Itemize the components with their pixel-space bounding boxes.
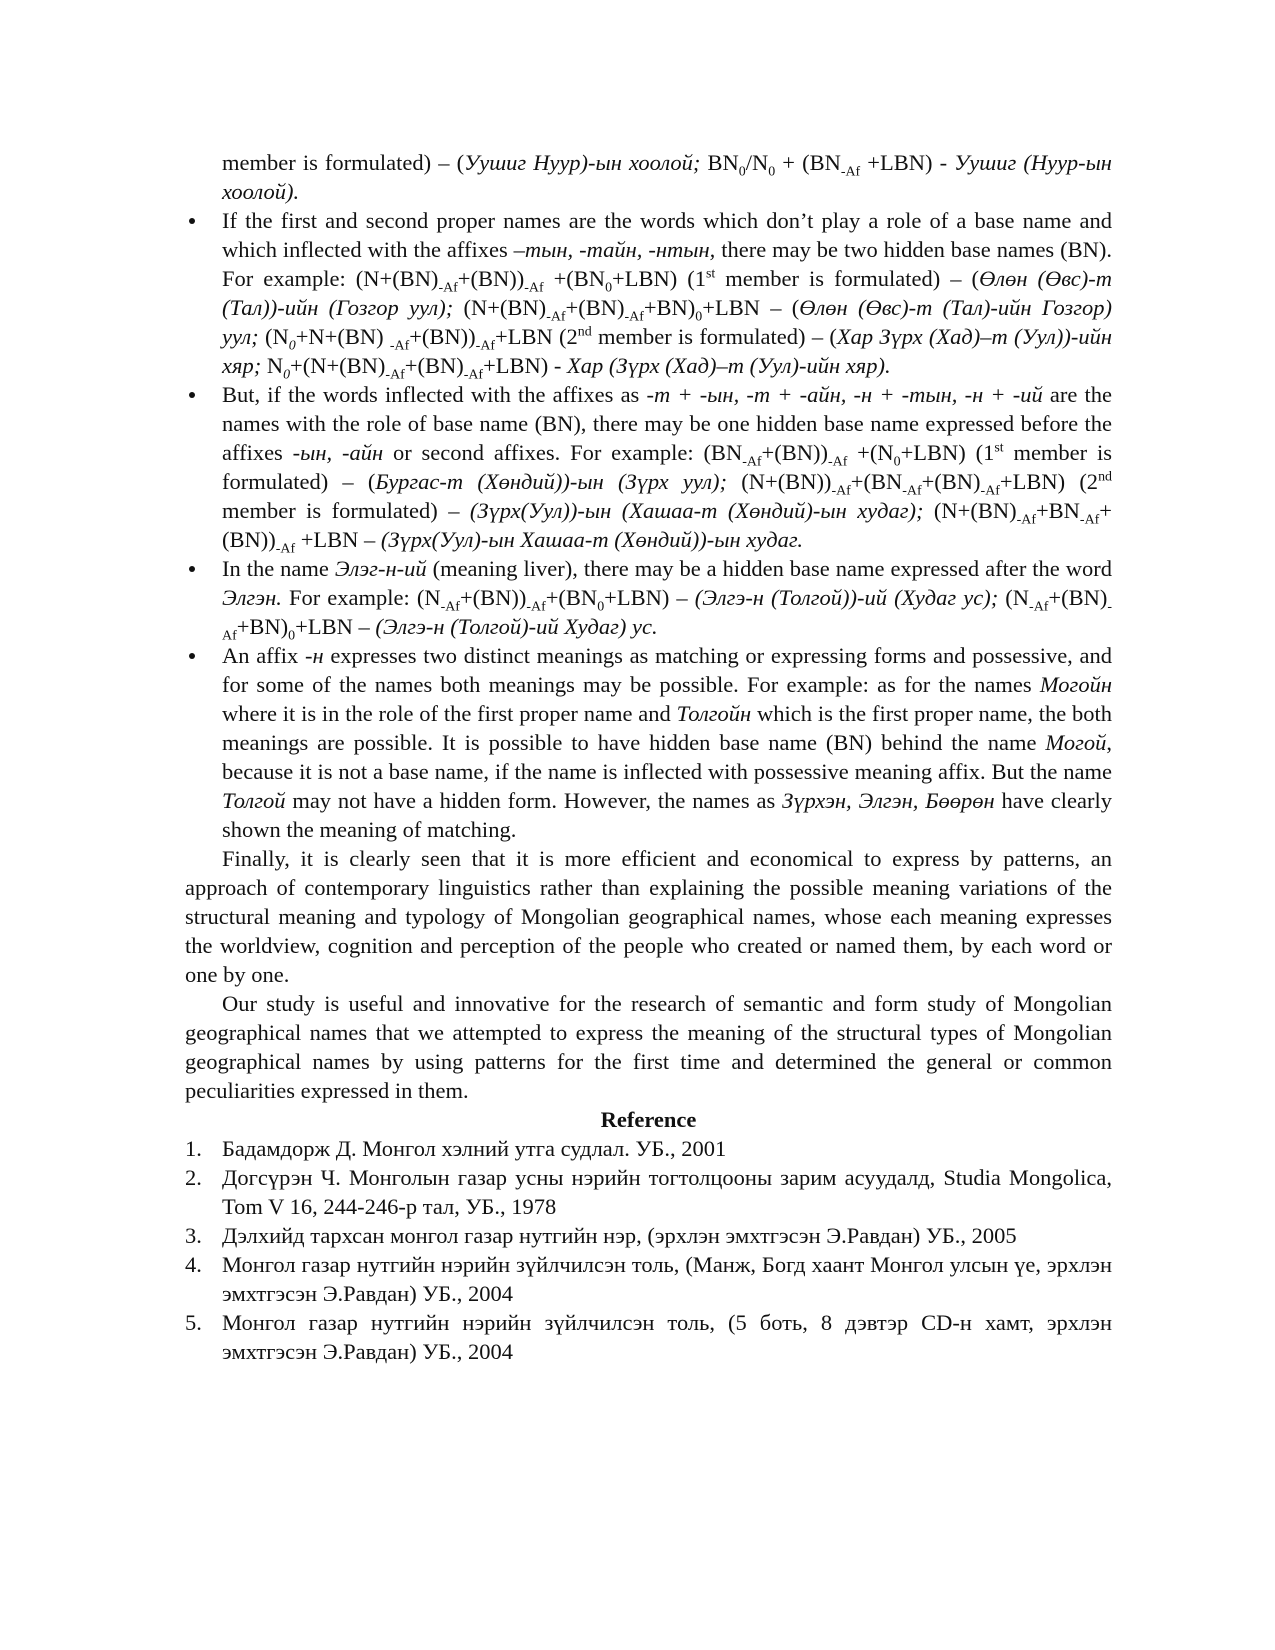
list-item — [185, 641, 1112, 844]
paragraph: Finally, it is clearly seen that it is more efficient and economical to express by patterns, an approach of contemporary linguistics rather than explaining the possible meaning variations of the structural meaning and typology of Mongolian geographical names, whose each meaning expresses the worldview, cognition and perception of the people who created or named them, by each word or one by one. — [185, 846, 1112, 987]
bullet-list — [185, 148, 1112, 844]
reference-text: Монгол газар нутгийн нэрийн зүйлчилсэн толь, (Манж, Богд хаант Монгол улсын үе, эрхлэн эмхтгэсэн Э.Равдан) УБ., 2004 — [222, 1252, 1112, 1306]
reference-item — [185, 1163, 1112, 1221]
reference-text: Догсүрэн Ч. Монголын газар усны нэрийн тогтолцооны зарим асуудалд, Studia Mongolica, Tom V 16, 244-246-р тал, УБ., 1978 — [222, 1165, 1112, 1219]
bullet-icon — [189, 566, 195, 572]
paragraph: Our study is useful and innovative for the research of semantic and form study of Mongolian geographical names that we attempted to express the meaning of the structural types of Mongolian geographical names by using patterns for the first time and determined the general or common peculiarities expressed in them. — [185, 991, 1112, 1103]
bullet-icon — [189, 392, 195, 398]
bullet-icon — [189, 653, 195, 659]
reference-item — [185, 1250, 1112, 1308]
reference-number: 1. — [185, 1136, 202, 1161]
reference-item — [185, 1308, 1112, 1366]
reference-number: 4. — [185, 1252, 202, 1277]
reference-item — [185, 1134, 1112, 1163]
list-item — [185, 380, 1112, 557]
reference-list — [185, 1134, 1112, 1366]
bullet-text: member is formulated) – (Уушиг Нуур)-ын хоолой; $BN_0/N_0 + (BN_{-Af} +LBN)$ - Уушиг (Нуур-ын хоолой). — [222, 150, 1112, 204]
bullet-text: An affix -н expresses two distinct meanings as matching or expressing forms and possessive, and for some of the names both meanings may be possible. For example: as for the names Могойн where it is in the role of the first proper name and Толгойн which is the first proper name, the both meanings are possible. It is possible to have hidden base name (BN) behind the name Могой, because it is not a base name, if the name is inflected with possessive meaning affix. But the name Толгой may not have a hidden form. However, the names as Зүрхэн, Элгэн, Бөөрөн have clearly shown the meaning of matching. — [222, 643, 1112, 842]
list-item — [185, 206, 1112, 383]
reference-text: Монгол газар нутгийн нэрийн зүйлчилсэн толь, (5 боть, 8 дэвтэр CD-н хамт, эрхлэн эмхтгэсэн Э.Равдан) УБ., 2004 — [222, 1310, 1112, 1364]
document-page — [185, 148, 1112, 1366]
reference-heading: Reference — [600, 1107, 697, 1132]
reference-number: 3. — [185, 1223, 202, 1248]
reference-text: Дэлхийд тархсан монгол газар нутгийн нэр, (эрхлэн эмхтгэсэн Э.Равдан) УБ., 2005 — [222, 1223, 1017, 1248]
bullet-icon — [189, 218, 195, 224]
reference-number: 5. — [185, 1310, 202, 1335]
reference-text: Бадамдорж Д. Монгол хэлний утга судлал. УБ., 2001 — [222, 1136, 727, 1161]
reference-number: 2. — [185, 1165, 202, 1190]
bullet-text: If the first and second proper names are the words which don’t play a role of a base name and which inflected with the affixes –тын, -тайн, -нтын, there may be two hidden base names (BN). For example: $(N+(BN)_{-Af}+(BN))_{-Af} +(BN_0+LBN)$ (1st member is formulated) – (Өлөн (Өвс)-т (Тал))-ийн (Гозгор уул); $(N+(BN)_{-Af}+(BN)_{-Af}+BN)_0+LBN$ – (Өлөн (Өвс)-т (Тал)-ийн Гозгор) уул; ($N_0+N+(BN)$ $_{-Af}+(BN))_{-Af}+LBN$ (2nd member is formulated) – (Хар Зүрх (Хад)–т (Уул))-ийн хяр; $N_0+(N+(BN)_{-Af}+(BN)_{-Af}+LBN)$ - Хар (Зүрх (Хад)–т (Уул)-ийн хяр). — [222, 208, 1112, 383]
bullet-text: But, if the words inflected with the affixes as -т + -ын, -т + -айн, -н + -тын, -н + -ий are the names with the role of base name (BN), there may be one hidden base name expressed before the affixes -ын, -айн or second affixes. For example: $(BN_{-Af}+(BN))_{-Af} +(N_0+LBN)$ (1st member is formulated) – (Бургас-т (Хөндий))-ын (Зүрх уул); $(N+(BN))_{-Af}+(BN_{-Af}+(BN)_{-Af}+LBN)$ (2nd member is formulated) – (Зүрх(Уул))-ын (Хашаа-т (Хөндий)-ын худаг); $(N+(BN)_{-Af}+BN_{-Af}+(BN))_{-Af} +LBN$ – (Зүрх(Уул)-ын Хашаа-т (Хөндий))-ын худаг. — [222, 382, 1112, 557]
list-item — [185, 554, 1112, 644]
bullet-text: In the name Элэг-н-ий (meaning liver), there may be a hidden base name expressed after the word Элгэн. For example: $(N_{-Af}+(BN))_{-Af}+(BN_0+LBN)$ – (Элгэ-н (Толгой))-ий (Худаг ус); $(N_{-Af}+(BN)_{-Af}+BN)_0+LBN$ – (Элгэ-н (Толгой)-ий Худаг) ус. — [222, 556, 1112, 644]
reference-item — [185, 1221, 1112, 1250]
list-item — [185, 148, 1112, 206]
